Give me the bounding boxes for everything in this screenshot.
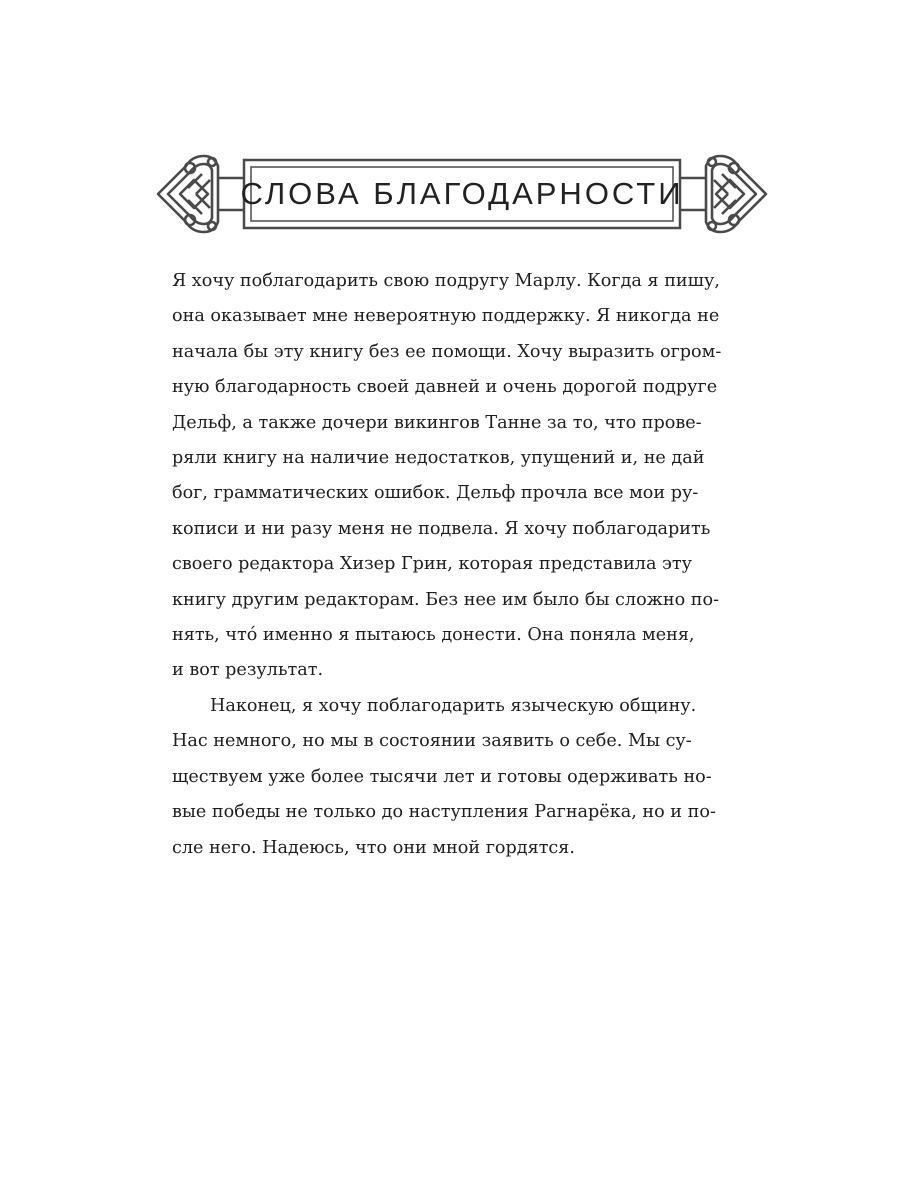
text-line: нять, чтó именно я пытаюсь донести. Она поняла меня, [172, 625, 695, 646]
text-line: бог, грамматических ошибок. Дельф прочла все мои ру- [172, 483, 699, 504]
text-line: и вот результат. [172, 660, 324, 681]
text-line: она оказывает мне невероятную поддержку. Я никогда не [172, 306, 720, 327]
text-line: ряли книгу на наличие недостатков, упущений и, не дай [172, 448, 705, 469]
text-line: книгу другим редакторам. Без нее им было бы сложно по- [172, 589, 720, 610]
paragraph-2 [172, 689, 732, 866]
text-line: вые победы не только до наступления Рагнарёка, но и по- [172, 802, 716, 823]
text-line: Наконец, я хочу поблагодарить языческую общину. [210, 695, 697, 716]
text-line: ную благодарность своей давней и очень дорогой подруге [172, 377, 718, 398]
body-text [172, 264, 732, 866]
text-line: Я хочу поблагодарить свою подругу Марлу. Когда я пишу, [172, 271, 720, 291]
text-line: Дельф, а также дочери викингов Танне за то, что прове- [172, 412, 702, 433]
page-title: СЛОВА БЛАГОДАРНОСТИ [240, 176, 684, 211]
text-line: сле него. Надеюсь, что они мной гордятся. [172, 837, 575, 858]
text-line: Нас немного, но мы в состоянии заявить о себе. Мы су- [172, 731, 692, 752]
text-line: своего редактора Хизер Грин, которая представила эту [172, 554, 692, 575]
celtic-knot-icon [672, 148, 772, 240]
chapter-header [152, 148, 772, 240]
celtic-knot-icon [152, 148, 252, 240]
text-line: кописи и ни разу меня не подвела. Я хочу поблагодарить [172, 518, 711, 539]
text-line: начала бы эту книгу без ее помощи. Хочу выразить огром- [172, 341, 722, 362]
paragraph-1 [172, 264, 732, 689]
text-line: ществуем уже более тысячи лет и готовы одерживать но- [172, 766, 712, 787]
